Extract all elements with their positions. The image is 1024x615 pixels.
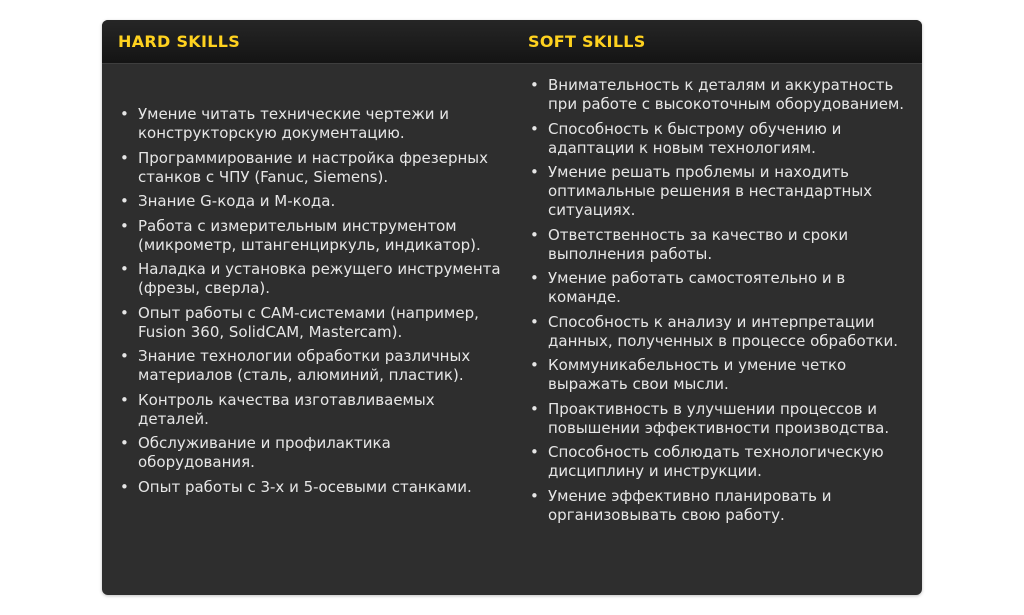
bullet-icon: • bbox=[530, 486, 539, 505]
hard-skills-heading: HARD SKILLS bbox=[118, 32, 241, 51]
hard-skill-item bbox=[116, 304, 508, 342]
hard-skill-item bbox=[116, 192, 508, 211]
hard-skill-text: Наладка и установка режущего инструмента (фрезы, сверла). bbox=[138, 260, 501, 297]
bullet-icon: • bbox=[120, 434, 129, 452]
bullet-icon: • bbox=[530, 399, 539, 418]
bullet-icon: • bbox=[120, 390, 129, 409]
hard-skill-text: Опыт работы с CAM-системами (например, Fusion 360, SolidCAM, Mastercam). bbox=[138, 303, 479, 341]
soft-skill-text: Внимательность к деталям и аккуратность при работе с высокоточным оборудованием. bbox=[548, 76, 905, 113]
soft-skill-text: Умение работать самостоятельно и в команде. bbox=[548, 269, 846, 306]
bullet-icon: • bbox=[120, 105, 129, 123]
bullet-icon: • bbox=[530, 76, 539, 94]
soft-skill-text: Умение решать проблемы и находить оптимальные решения в нестандартных ситуациях. bbox=[548, 163, 873, 219]
bullet-icon: • bbox=[120, 192, 129, 210]
soft-skill-item bbox=[526, 356, 916, 394]
soft-skills-heading: SOFT SKILLS bbox=[528, 32, 646, 51]
bullet-icon: • bbox=[120, 303, 129, 322]
soft-skill-item bbox=[526, 313, 916, 351]
hard-skill-item bbox=[116, 149, 508, 187]
soft-skill-item bbox=[526, 163, 916, 220]
soft-skills-list bbox=[526, 76, 916, 530]
bullet-icon: • bbox=[530, 356, 539, 374]
hard-skill-text: Знание технологии обработки различных материалов (сталь, алюминий, пластик). bbox=[138, 347, 471, 384]
bullet-icon: • bbox=[530, 269, 539, 287]
hard-skill-text: Контроль качества изготавливаемых деталей. bbox=[138, 390, 435, 428]
bullet-icon: • bbox=[120, 260, 129, 278]
soft-skill-text: Способность соблюдать технологическую дисциплину и инструкции. bbox=[548, 443, 884, 480]
hard-skills-list bbox=[116, 105, 508, 502]
hard-skill-item bbox=[116, 434, 508, 472]
bullet-icon: • bbox=[530, 225, 539, 244]
soft-skill-item bbox=[526, 400, 916, 438]
hard-skill-item bbox=[116, 260, 508, 298]
bullet-icon: • bbox=[530, 119, 539, 138]
bullet-icon: • bbox=[530, 312, 539, 331]
soft-skill-text: Проактивность в улучшении процессов и повышении эффективности производства. bbox=[548, 399, 890, 437]
bullet-icon: • bbox=[530, 443, 539, 461]
soft-skill-item bbox=[526, 120, 916, 158]
bullet-icon: • bbox=[530, 163, 539, 181]
hard-skill-text: Обслуживание и профилактика оборудования. bbox=[138, 434, 391, 471]
soft-skill-item bbox=[526, 76, 916, 114]
soft-skill-item bbox=[526, 226, 916, 264]
soft-skill-text: Способность к анализу и интерпретации данных, полученных в процессе обработки. bbox=[548, 312, 899, 350]
hard-skill-item bbox=[116, 478, 508, 497]
table-header bbox=[102, 20, 922, 64]
hard-skill-item bbox=[116, 347, 508, 385]
hard-skill-text: Программирование и настройка фрезерных станков с ЧПУ (Fanuc, Siemens). bbox=[138, 148, 489, 186]
hard-skill-text: Знание G-кода и M-кода. bbox=[138, 192, 336, 210]
hard-skill-text: Умение читать технические чертежи и конструкторскую документацию. bbox=[138, 105, 450, 142]
bullet-icon: • bbox=[120, 216, 129, 235]
soft-skill-item bbox=[526, 269, 916, 307]
hard-skill-item bbox=[116, 391, 508, 429]
bullet-icon: • bbox=[120, 347, 129, 365]
soft-skill-text: Умение эффективно планировать и организовывать свою работу. bbox=[548, 486, 832, 524]
soft-skill-text: Ответственность за качество и сроки выполнения работы. bbox=[548, 225, 849, 263]
soft-skill-text: Способность к быстрому обучению и адаптации к новым технологиям. bbox=[548, 119, 842, 157]
hard-skill-text: Опыт работы с 3-х и 5-осевыми станками. bbox=[138, 477, 472, 496]
soft-skill-item bbox=[526, 443, 916, 481]
hard-skill-item bbox=[116, 217, 508, 255]
bullet-icon: • bbox=[120, 477, 129, 496]
soft-skill-item bbox=[526, 487, 916, 525]
skills-table bbox=[102, 20, 922, 595]
soft-skill-text: Коммуникабельность и умение четко выражать свои мысли. bbox=[548, 356, 847, 393]
bullet-icon: • bbox=[120, 148, 129, 167]
hard-skill-item bbox=[116, 105, 508, 143]
hard-skill-text: Работа с измерительным инструментом (микрометр, штангенциркуль, индикатор). bbox=[138, 216, 481, 254]
